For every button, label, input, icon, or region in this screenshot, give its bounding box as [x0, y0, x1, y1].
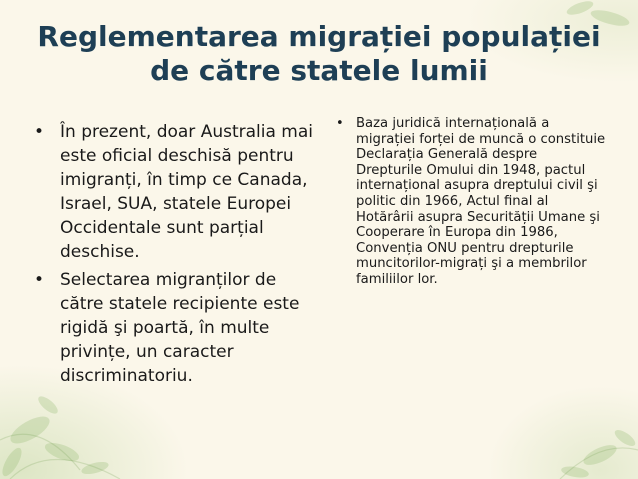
title-line-1: Reglementarea migrației populației: [37, 20, 601, 53]
title-line-2: de către statele lumii: [150, 54, 488, 87]
bullet-icon: •: [34, 270, 45, 290]
right-bullet-item-1: [334, 116, 606, 288]
left-bullet-item-1: [34, 120, 314, 264]
bullet-icon: •: [336, 116, 344, 131]
bullet-icon: •: [34, 122, 45, 142]
left-bullet-list: [34, 120, 314, 392]
right-bullet-list: [334, 116, 606, 288]
left-bullet-item-2: [34, 268, 314, 388]
right-bullet-text-1: Baza juridică internațională a migrației forței de muncă o constituie Declarația Generală despre Drepturile Omului din 1948, pactul internațional asupra dreptului civil şi politic din 1966, Actul final al Hotărârii asupra Securității Umane şi Cooperare în Europa din 1986, Convenția ONU pentru drepturile muncitorilor-migrați şi a membrilor familiilor lor.: [356, 116, 606, 287]
slide-title: [20, 20, 618, 88]
left-bullet-text-2: Selectarea migranților de către statele recipiente este rigidă şi poartă, în multe privințe, un caracter discriminatoriu.: [60, 270, 300, 386]
left-bullet-text-1: În prezent, doar Australia mai este oficial deschisă pentru imigranți, în timp ce Canada, Israel, SUA, statele Europei Occidentale sunt parțial deschise.: [60, 122, 313, 262]
